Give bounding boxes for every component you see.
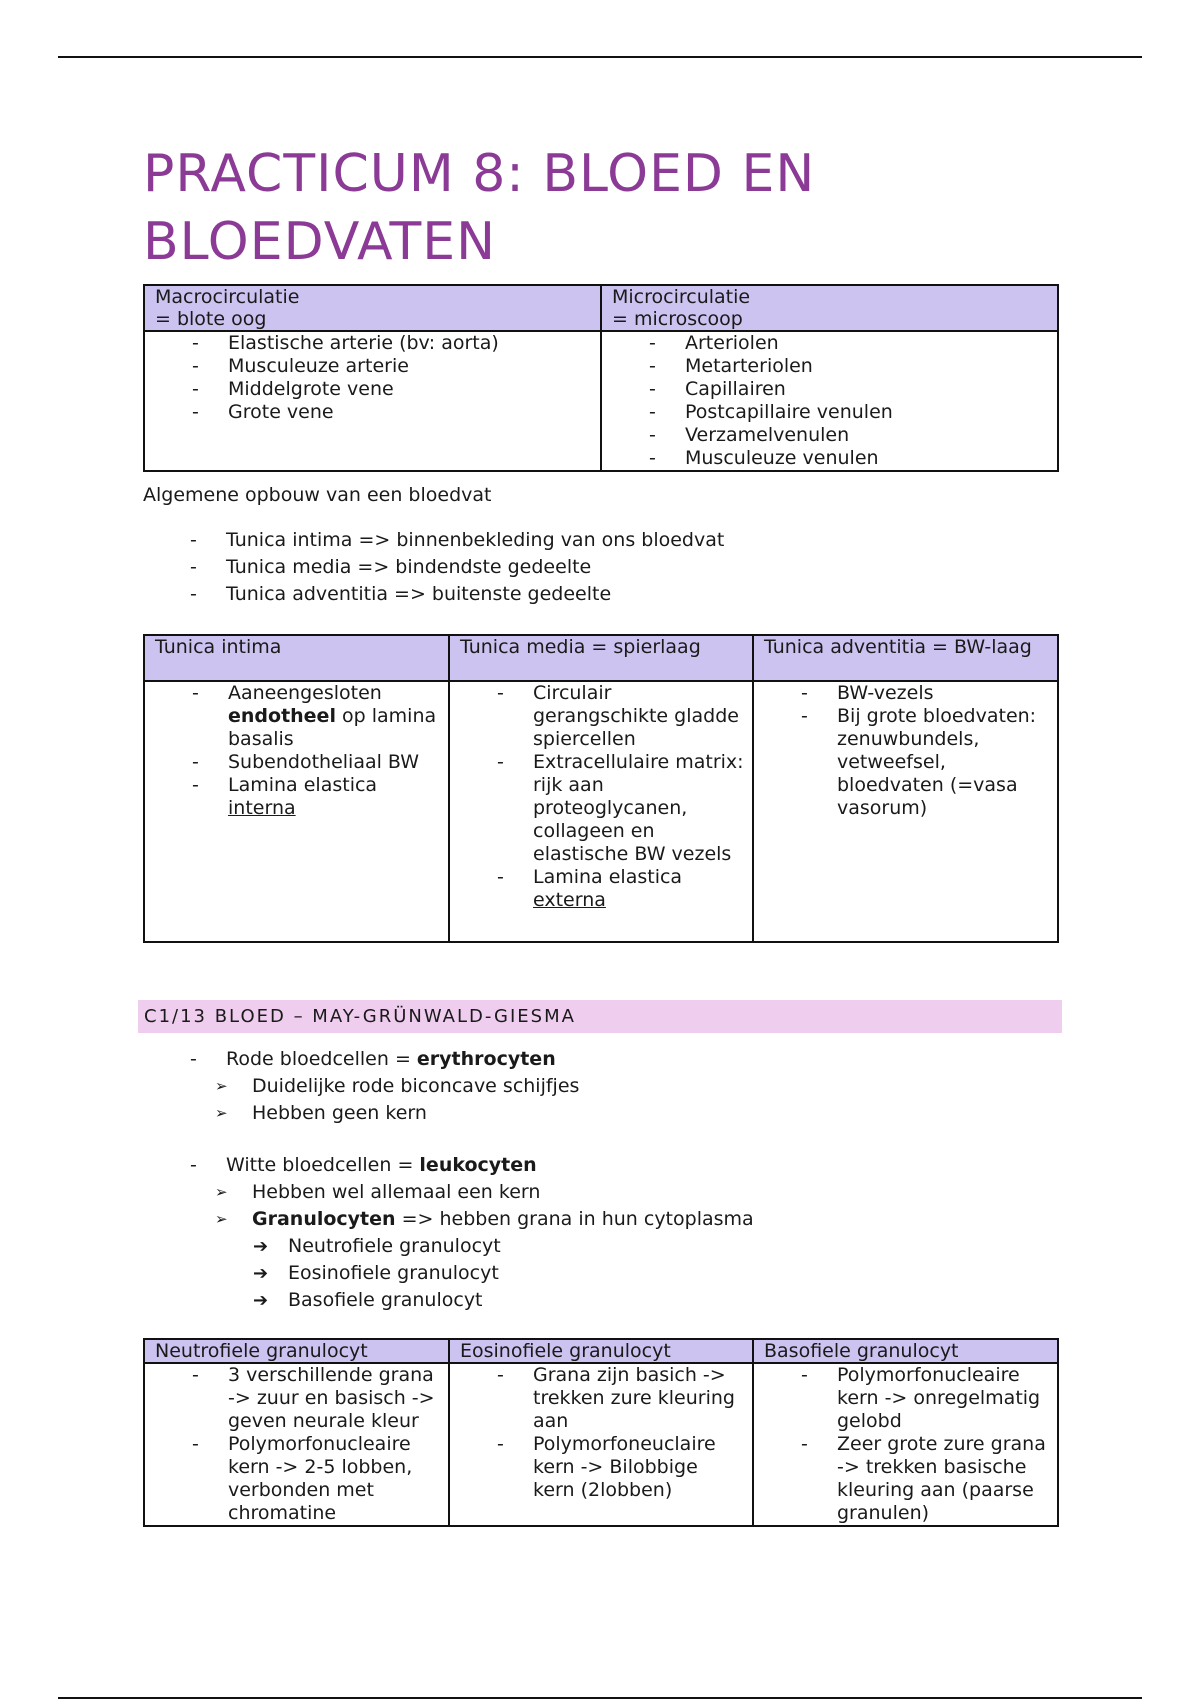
arrowhead-bullet-icon: ➢ bbox=[215, 1104, 228, 1122]
list-item: ➔ Basofiele granulocyt bbox=[143, 1287, 754, 1314]
arrow-right-icon: ➔ bbox=[253, 1290, 269, 1311]
arrow-right-icon: ➔ bbox=[253, 1263, 269, 1284]
list-item: - Bij grote bloedvaten: zenuwbundels, vetweefsel, bloedvaten (=vasa vasorum) bbox=[754, 705, 1049, 820]
list-item: - Musculeuze venulen bbox=[602, 447, 1049, 470]
table-row bbox=[144, 681, 1058, 942]
list-item: - Middelgrote vene bbox=[145, 378, 592, 401]
circulation-table bbox=[143, 284, 1059, 472]
eosino-header: Eosinofiele granulocyt bbox=[449, 1339, 753, 1363]
adventitia-cell bbox=[753, 681, 1058, 942]
arrow-right-icon: ➔ bbox=[253, 1236, 269, 1257]
list-item: - Verzamelvenulen bbox=[602, 424, 1049, 447]
intima-cell bbox=[144, 681, 449, 942]
list-item: - Polymorfonucleaire kern -> onregelmatig gelobd bbox=[754, 1364, 1049, 1433]
list-item: - Tunica adventitia => buitenste gedeelte bbox=[143, 581, 724, 608]
baso-header: Basofiele granulocyt bbox=[753, 1339, 1058, 1363]
list-item: ➢ Hebben geen kern bbox=[143, 1100, 754, 1127]
list-item: - Circulair gerangschikte gladde spiercellen bbox=[450, 682, 744, 751]
list-item: - Tunica media => bindendste gedeelte bbox=[143, 554, 724, 581]
micro-list bbox=[602, 332, 1049, 470]
list-item: ➢ Hebben wel allemaal een kern bbox=[143, 1179, 754, 1206]
list-item: - Grote vene bbox=[145, 401, 592, 424]
list-item: - Postcapillaire venulen bbox=[602, 401, 1049, 424]
baso-cell bbox=[753, 1363, 1058, 1526]
list-item: - Extracellulaire matrix: rijk aan proteoglycanen, collageen en elastische BW vezels bbox=[450, 751, 744, 866]
list-item: ➔ Neutrofiele granulocyt bbox=[143, 1233, 754, 1260]
list-item: - Tunica intima => binnenbekleding van ons bloedvat bbox=[143, 527, 724, 554]
list-item: - Polymorfonucleaire kern -> 2-5 lobben, verbonden met chromatine bbox=[145, 1433, 440, 1525]
list-item: - Lamina elastica interna bbox=[145, 774, 440, 820]
algemene-list bbox=[143, 527, 724, 608]
macro-cell bbox=[144, 331, 601, 471]
adventitia-header: Tunica adventitia = BW-laag bbox=[753, 635, 1058, 681]
list-item: ➢ Duidelijke rode biconcave schijfjes bbox=[143, 1073, 754, 1100]
granulocyte-types-list bbox=[143, 1233, 754, 1314]
granulocyte-table bbox=[143, 1338, 1059, 1527]
media-header: Tunica media = spierlaag bbox=[449, 635, 753, 681]
witte-sublist bbox=[143, 1179, 754, 1233]
list-item: ➢ Granulocyten => hebben grana in hun cytoplasma bbox=[143, 1206, 754, 1233]
list-item: ➔ Eosinofiele granulocyt bbox=[143, 1260, 754, 1287]
list-item: - Arteriolen bbox=[602, 332, 1049, 355]
algemene-heading: Algemene opbouw van een bloedvat bbox=[143, 484, 492, 506]
list-item: - Subendotheliaal BW bbox=[145, 751, 440, 774]
list-item: - Capillairen bbox=[602, 378, 1049, 401]
list-item: - Elastische arterie (bv: aorta) bbox=[145, 332, 592, 355]
arrowhead-bullet-icon: ➢ bbox=[215, 1077, 228, 1095]
table-header-row bbox=[144, 635, 1058, 681]
list-item: - Zeer grote zure grana -> trekken basische kleuring aan (paarse granulen) bbox=[754, 1433, 1049, 1525]
list-item: - Polymorfoneuclaire kern -> Bilobbige kern (2lobben) bbox=[450, 1433, 744, 1502]
page-title: PRACTICUM 8: BLOED EN BLOEDVATEN bbox=[143, 144, 816, 272]
list-item-rode: - Rode bloedcellen = erythrocyten bbox=[143, 1046, 754, 1073]
arrowhead-bullet-icon: ➢ bbox=[215, 1183, 228, 1201]
media-cell bbox=[449, 681, 753, 942]
tunica-table bbox=[143, 634, 1059, 943]
top-rule bbox=[58, 56, 1142, 58]
list-item: - Lamina elastica externa bbox=[450, 866, 744, 912]
list-item: - Grana zijn basich -> trekken zure kleuring aan bbox=[450, 1364, 744, 1433]
micro-header: Microcirculatie = microscoop bbox=[601, 285, 1058, 331]
blood-section bbox=[143, 1046, 754, 1314]
list-item: - Musculeuze arterie bbox=[145, 355, 592, 378]
table-row bbox=[144, 1363, 1058, 1526]
table-header-row bbox=[144, 285, 1058, 331]
algemene-section bbox=[143, 482, 724, 608]
macro-header: Macrocirculatie = blote oog bbox=[144, 285, 601, 331]
section-banner: C1/13 BLOED – MAY-GRÜNWALD-GIESMA bbox=[138, 1000, 1062, 1033]
intima-header: Tunica intima bbox=[144, 635, 449, 681]
arrowhead-bullet-icon: ➢ bbox=[215, 1210, 228, 1228]
micro-cell bbox=[601, 331, 1058, 471]
list-item: - Metarteriolen bbox=[602, 355, 1049, 378]
macro-list bbox=[145, 332, 592, 424]
eosino-cell bbox=[449, 1363, 753, 1526]
neutro-cell bbox=[144, 1363, 449, 1526]
table-row bbox=[144, 331, 1058, 471]
rode-sublist bbox=[143, 1073, 754, 1127]
neutro-header: Neutrofiele granulocyt bbox=[144, 1339, 449, 1363]
list-item: - 3 verschillende grana -> zuur en basisch -> geven neurale kleur bbox=[145, 1364, 440, 1433]
list-item: - BW-vezels bbox=[754, 682, 1049, 705]
bottom-rule bbox=[58, 1697, 1142, 1699]
table-header-row bbox=[144, 1339, 1058, 1363]
list-item-witte: - Witte bloedcellen = leukocyten bbox=[143, 1152, 754, 1179]
list-item: - Aaneengesloten endotheel op lamina basalis bbox=[145, 682, 440, 751]
